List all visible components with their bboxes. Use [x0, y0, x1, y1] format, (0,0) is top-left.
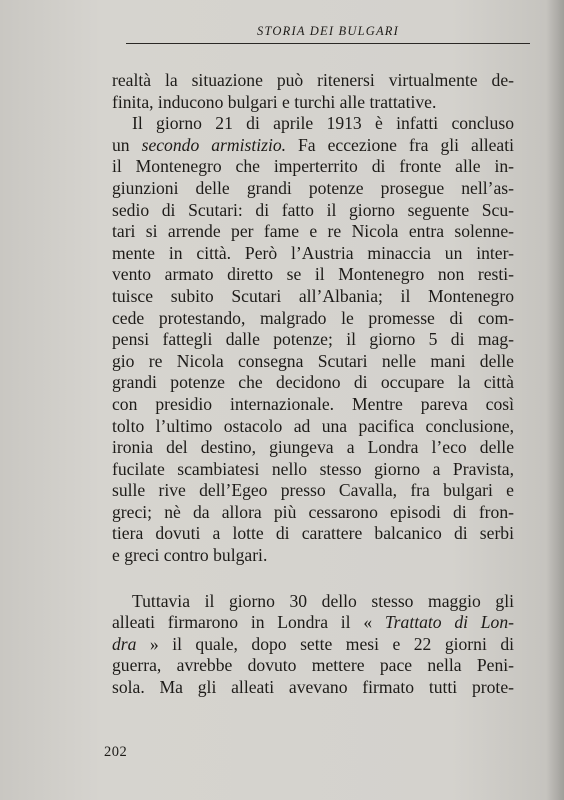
text-line: sola. Ma gli alleati avevano firmato tutti prote-: [112, 677, 514, 698]
text-line: sedio di Scutari: di fatto il giorno seguente Scu-: [112, 199, 514, 220]
running-head: STORIA DEI BULGARI: [257, 24, 399, 38]
header-rule: [126, 43, 530, 44]
paragraph: [112, 113, 514, 566]
text-line: con presidio internazionale. Mentre pareva così: [112, 393, 514, 414]
text-line: tiera dovuti a lotte di carattere balcanico di serbi: [112, 523, 514, 544]
text-line: fucilate scambiatesi nello stesso giorno a Pravista,: [112, 458, 514, 479]
text-line: giunzioni delle grandi potenze prosegue nell’as-: [112, 177, 514, 198]
text-line: tolto l’ultimo ostacolo ad una pacifica conclusione,: [112, 415, 514, 436]
text-line: cede protestando, malgrado le promesse di com-: [112, 307, 514, 328]
text-line: ironia del destino, giungeva a Londra l’eco delle: [112, 437, 514, 458]
text-line: grandi potenze che decidono di occupare la città: [112, 372, 514, 393]
text-line: realtà la situazione può ritenersi virtualmente de-: [112, 70, 514, 90]
text-line: sulle rive dell’Egeo presso Cavalla, fra bulgari e: [112, 480, 514, 501]
text-line: finita, inducono bulgari e turchi alle trattative.: [112, 91, 437, 112]
text-line: il Montenegro che imperterrito di fronte alle in-: [112, 156, 514, 177]
page-number: 202: [104, 744, 128, 760]
text-line: alleati firmarono in Londra il « Trattato di Lon-: [112, 612, 514, 633]
text-line: tuisce subito Scutari all’Albania; il Montenegro: [112, 285, 514, 306]
text-line: guerra, avrebbe dovuto mettere pace nella Peni-: [112, 655, 514, 676]
text-line: mente in città. Però l’Austria minaccia un inter-: [112, 242, 514, 263]
text-line: Il giorno 21 di aprile 1913 è infatti concluso: [132, 113, 514, 134]
text-line: gio re Nicola consegna Scutari nelle mani delle: [112, 350, 514, 371]
text-line: pensi fattegli dalle potenze; il giorno 5 di mag-: [112, 329, 514, 350]
text-line: Tuttavia il giorno 30 dello stesso maggio gli: [132, 590, 514, 611]
text-line: greci; nè da allora più cessarono episodi di fron-: [112, 501, 514, 522]
paragraph: [112, 591, 514, 699]
text-line: e greci contro bulgari.: [112, 545, 268, 566]
text-line: vento armato diretto se il Montenegro non resti-: [112, 264, 514, 285]
paragraph-gap: [112, 567, 514, 591]
text-line: dra » il quale, dopo sette mesi e 22 giorni di: [112, 633, 514, 654]
text-line: un secondo armistizio. Fa eccezione fra gli alleati: [112, 134, 514, 155]
page-gutter-shadow: [546, 0, 564, 800]
paragraph: [112, 70, 514, 113]
text-line: tari si arrende per fame e re Nicola entra solenne-: [112, 221, 514, 242]
body-text: [112, 70, 514, 699]
